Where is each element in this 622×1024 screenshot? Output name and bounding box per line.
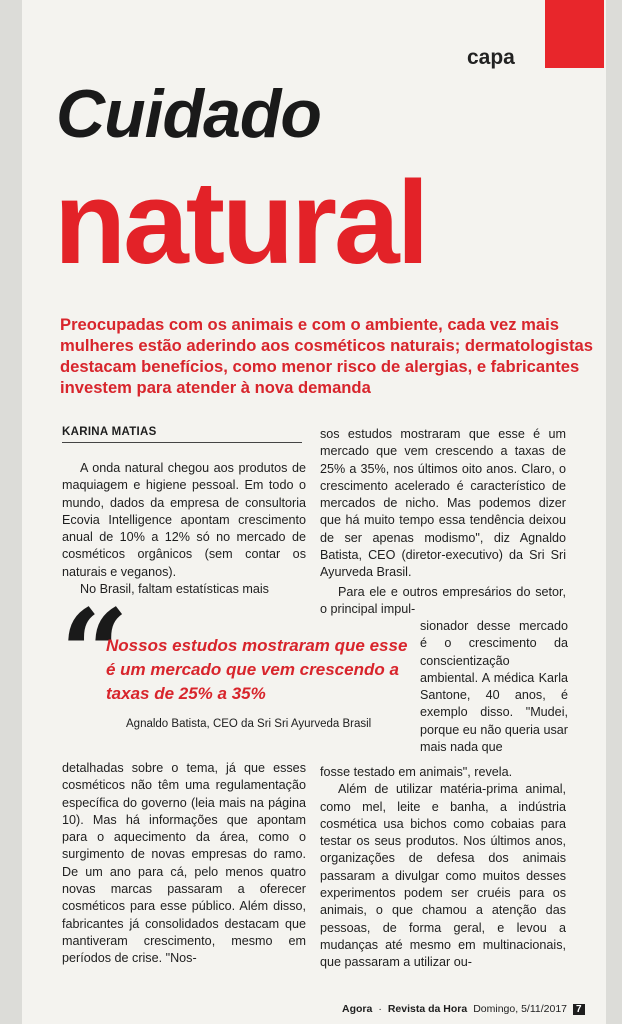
quote-mark-icon: “ [60, 583, 130, 724]
pull-quote-text: Nossos estudos mostraram que esse é um mercado que vem crescendo a taxas de 25% a 35% [106, 636, 408, 703]
page-number: 7 [573, 1004, 585, 1015]
footer-separator: · [378, 1003, 382, 1015]
section-color-tab [545, 0, 604, 68]
body-paragraph: sionador desse mercado é o crescimento da conscientização ambiental. A médica Karla Santone, 40 anos, é exemplo disso. "Mudei, porque eu não queria usar mais nada que [420, 619, 568, 755]
headline-line-2: natural [54, 157, 427, 289]
body-paragraph: A onda natural chegou aos produtos de maquiagem e higiene pessoal. Em todo o mundo, dados da empresa de consultoria Ecovia Intelligence apontam crescimento anual de 10% a 12% só no mercado de cosméticos orgânicos (sem contar os naturais e veganos). [62, 461, 306, 579]
body-paragraph: sos estudos mostraram que esse é um mercado que vem crescendo a taxas de 25% a 35%, nos últimos oito anos. Claro, o crescimento acelerado é característico de mercados de nicho. Mas podemos dizer que há muito tempo essa tendência deixou de ser apenas modismo", diz Agnaldo Batista, CEO (diretor-executivo) da Sri Sri Ayurveda Brasil. [320, 427, 566, 580]
body-column-left-bottom [62, 760, 306, 968]
body-column-left-top [62, 460, 306, 598]
body-paragraph: Além de utilizar matéria-prima animal, como mel, leite e banha, a indústria cosmética usa bichos como cobaias para testar os seus produtos. Nos últimos anos, organizações de defesa dos animais passaram a divulgar como muitos desses experimentos podem ser cruéis para os animais, o que chamou a atenção das pessoas, de forma geral, e levou a mudanças até mesmo em multinacionais, que passaram a utilizar ou- [320, 782, 566, 970]
body-column-right-mid [320, 584, 566, 619]
section-label: capa [467, 46, 515, 69]
page-footer [342, 1003, 585, 1015]
footer-magazine: Revista da Hora [387, 1003, 468, 1015]
headline-line-1: Cuidado [56, 76, 321, 152]
newspaper-page [22, 0, 606, 1024]
body-column-right-narrow [420, 618, 568, 756]
footer-paper: Agora [342, 1003, 373, 1015]
article-lead: Preocupadas com os animais e com o ambiente, cada vez mais mulheres estão aderindo aos cosméticos naturais; dermatologistas destacam benefícios, como menor risco de alergias, e fabricantes investem para atender à nova demanda [60, 315, 594, 397]
body-column-right-top [320, 426, 566, 582]
byline: KARINA MATIAS [62, 426, 302, 443]
footer-date: Domingo, 5/11/2017 [473, 1003, 568, 1015]
pull-quote-author: Agnaldo Batista, CEO da Sri Sri Ayurveda Brasil [126, 718, 372, 730]
body-paragraph: detalhadas sobre o tema, já que esses cosméticos não têm uma regulamentação específica do governo (leia mais na página 10). Mas há informações que apontam para o aquecimento da área, como o surgimento de novas empresas do ramo. De um ano para cá, pelo menos quatro novas marcas passaram a oferecer cosméticos para esse público. Além disso, fabricantes já consolidados destacam que mantiveram crescimento, mesmo em períodos de crise. "Nos- [62, 761, 306, 966]
body-paragraph: Para ele e outros empresários do setor, o principal impul- [320, 585, 566, 617]
body-paragraph: No Brasil, faltam estatísticas mais [80, 582, 269, 597]
body-column-right-bottom [320, 764, 566, 972]
body-paragraph: fosse testado em animais", revela. [320, 765, 513, 779]
